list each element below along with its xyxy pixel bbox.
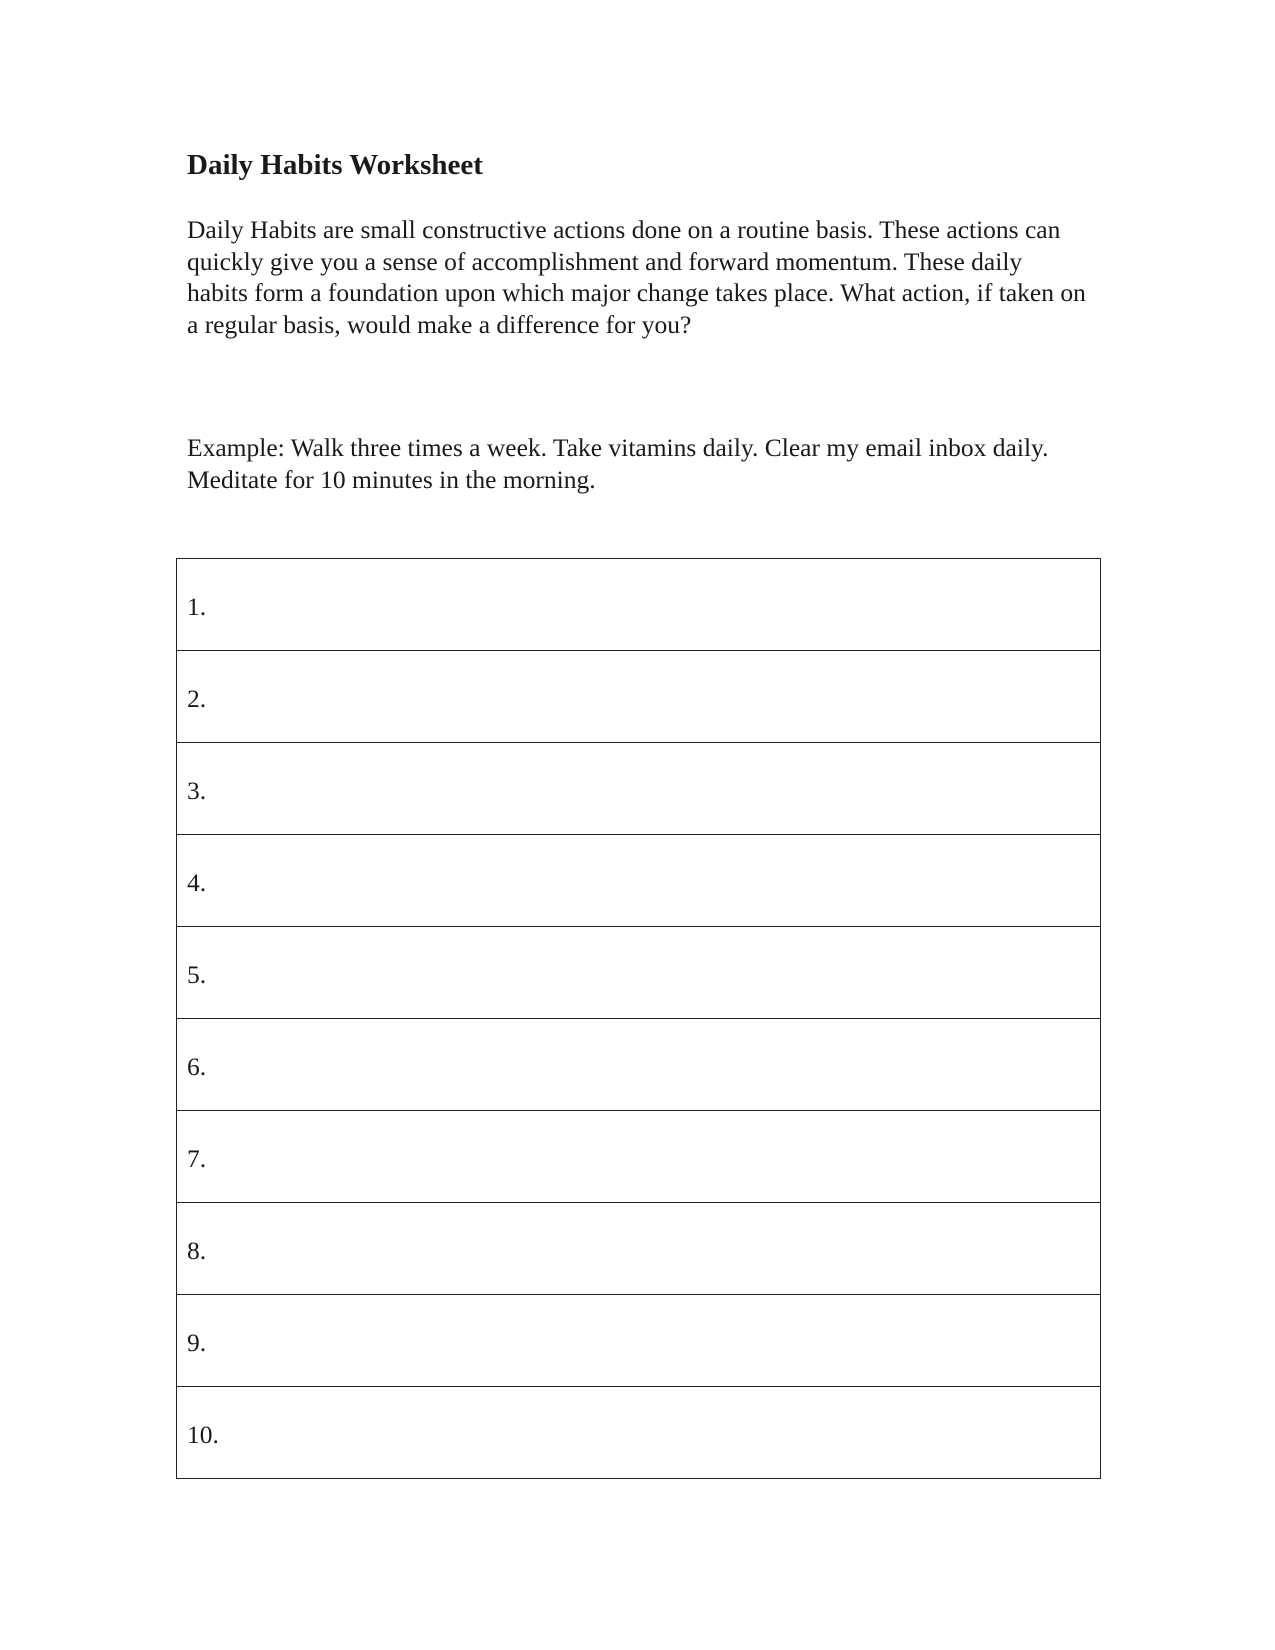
row-number: 3. bbox=[187, 775, 207, 805]
row-number: 5. bbox=[187, 959, 207, 989]
habit-cell[interactable] bbox=[177, 743, 1101, 835]
table-row bbox=[177, 1295, 1101, 1387]
habit-cell[interactable] bbox=[177, 559, 1101, 651]
table-row bbox=[177, 743, 1101, 835]
table-row bbox=[177, 1111, 1101, 1203]
row-number: 2. bbox=[187, 683, 207, 713]
row-number: 8. bbox=[187, 1235, 207, 1265]
habit-cell[interactable] bbox=[177, 1111, 1101, 1203]
row-number: 9. bbox=[187, 1327, 207, 1357]
table-row bbox=[177, 559, 1101, 651]
table-row bbox=[177, 927, 1101, 1019]
habit-cell[interactable] bbox=[177, 927, 1101, 1019]
habit-cell[interactable] bbox=[177, 1295, 1101, 1387]
table-row bbox=[177, 651, 1101, 743]
table-row bbox=[177, 1387, 1101, 1479]
habit-cell[interactable] bbox=[177, 835, 1101, 927]
row-number: 10. bbox=[187, 1419, 219, 1449]
table-row bbox=[177, 1019, 1101, 1111]
habit-cell[interactable] bbox=[177, 1203, 1101, 1295]
habit-cell[interactable] bbox=[177, 1387, 1101, 1479]
table-row bbox=[177, 1203, 1101, 1295]
row-number: 4. bbox=[187, 867, 207, 897]
row-number: 7. bbox=[187, 1143, 207, 1173]
page-title: Daily Habits Worksheet bbox=[187, 149, 483, 181]
row-number: 1. bbox=[187, 591, 207, 621]
habits-table bbox=[176, 558, 1101, 1479]
habit-cell[interactable] bbox=[177, 651, 1101, 743]
habit-cell[interactable] bbox=[177, 1019, 1101, 1111]
row-number: 6. bbox=[187, 1051, 207, 1081]
example-paragraph: Example: Walk three times a week. Take vitamins daily. Clear my email inbox daily. Meditate for 10 minutes in the morning. bbox=[187, 433, 1049, 494]
intro-paragraph: Daily Habits are small constructive actions done on a routine basis. These actions can quickly give you a sense of accomplishment and forward momentum. These daily habits form a foundation upon which major change takes place. What action, if taken on a regular basis, would make a difference for you? bbox=[187, 215, 1086, 339]
table-row bbox=[177, 835, 1101, 927]
